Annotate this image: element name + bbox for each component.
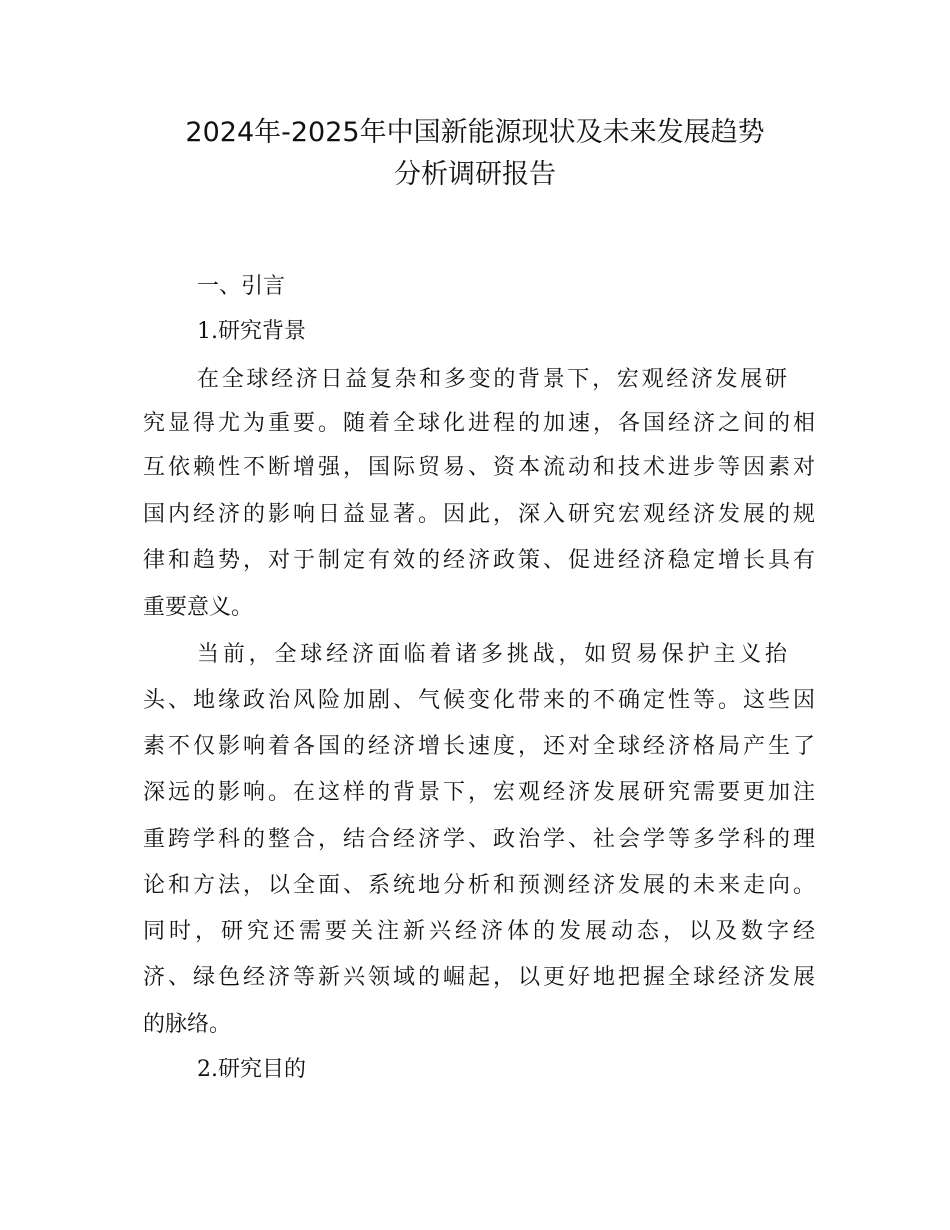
paragraph-line: 论和方法，以全面、系统地分析和预测经济发展的未来走向。 [143, 873, 815, 898]
subsection-heading-background: 1.研究背景 [197, 319, 306, 344]
paragraph-line: 在全球经济日益复杂和多变的背景下，宏观经济发展研 [197, 367, 787, 392]
paragraph-line: 素不仅影响着各国的经济增长速度，还对全球经济格局产生了 [143, 734, 815, 759]
paragraph-line: 律和趋势，对于制定有效的经济政策、促进经济稳定增长具有 [143, 548, 815, 573]
section-heading-introduction: 一、引言 [197, 274, 286, 299]
paragraph-line: 互依赖性不断增强，国际贸易、资本流动和技术进步等因素对 [143, 455, 815, 480]
paragraph-line: 济、绿色经济等新兴领域的崛起，以更好地把握全球经济发展 [143, 965, 815, 990]
paragraph-line: 深远的影响。在这样的背景下，宏观经济发展研究需要更加注 [143, 780, 815, 805]
document-title-line-1: 2024年-2025年中国新能源现状及未来发展趋势 [185, 117, 765, 148]
paragraph-line: 重要意义。 [143, 595, 254, 620]
paragraph-line: 头、地缘政治风险加剧、气候变化带来的不确定性等。这些因 [143, 688, 815, 713]
subsection-heading-purpose: 2.研究目的 [197, 1057, 306, 1082]
paragraph-line: 国内经济的影响日益显著。因此，深入研究宏观经济发展的规 [143, 502, 815, 527]
paragraph-line: 的脉络。 [143, 1012, 232, 1037]
document-title-line-2: 分析调研报告 [394, 159, 556, 190]
paragraph-line: 究显得尤为重要。随着全球化进程的加速，各国经济之间的相 [143, 411, 815, 436]
paragraph-line: 重跨学科的整合，结合经济学、政治学、社会学等多学科的理 [143, 827, 815, 852]
paragraph-line: 当前，全球经济面临着诸多挑战，如贸易保护主义抬 [197, 642, 787, 667]
paragraph-line: 同时，研究还需要关注新兴经济体的发展动态，以及数字经 [143, 919, 815, 944]
